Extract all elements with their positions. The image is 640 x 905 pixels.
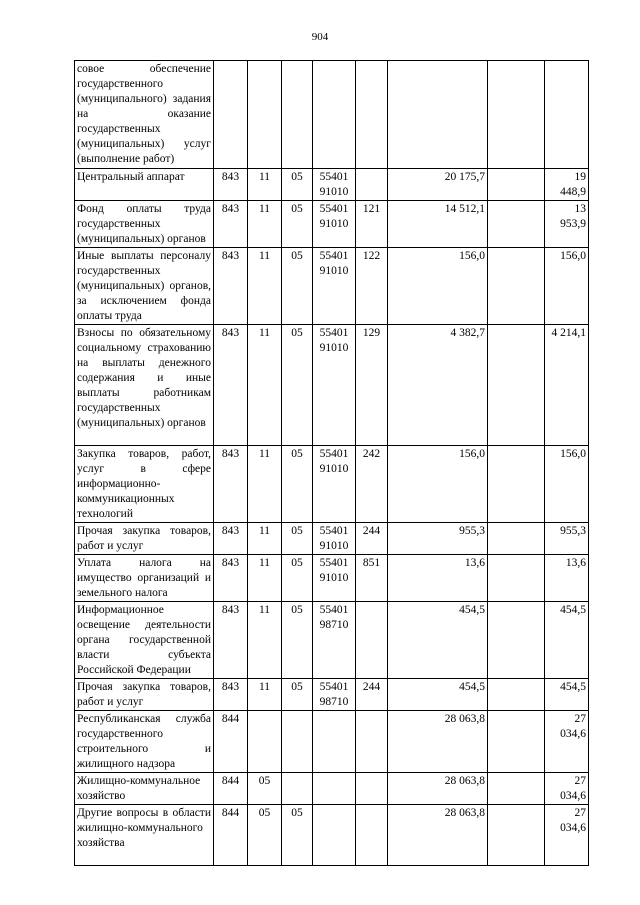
row-blank-cell xyxy=(488,446,545,523)
row-target-code: 55401 98710 xyxy=(313,602,356,679)
row-target-code: 55401 91010 xyxy=(313,325,356,446)
row-name: Прочая закупка товаров, работ и услуг xyxy=(75,523,214,555)
row-blank-cell xyxy=(488,523,545,555)
row-amount-year-1 xyxy=(388,61,488,169)
row-expense-type-code xyxy=(356,61,388,169)
table-row xyxy=(75,773,589,805)
row-expense-type-code: 851 xyxy=(356,555,388,602)
row-blank-cell xyxy=(488,679,545,711)
row-ministry-code: 844 xyxy=(214,805,248,866)
row-amount-year-2: 13 953,9 xyxy=(545,201,589,248)
row-section-code: 05 xyxy=(248,773,282,805)
row-target-code: 55401 91010 xyxy=(313,248,356,325)
row-target-code xyxy=(313,805,356,866)
row-name: Взносы по обязательному социальному страхованию на выплаты денежного содержания и иные выплаты работникам государственных (муниципальных) органов xyxy=(75,325,214,446)
row-amount-year-2: 27 034,6 xyxy=(545,805,589,866)
row-blank-cell xyxy=(488,805,545,866)
row-ministry-code: 843 xyxy=(214,523,248,555)
row-section-code: 11 xyxy=(248,523,282,555)
row-name: Фонд оплаты труда государственных (муниципальных) органов xyxy=(75,201,214,248)
row-blank-cell xyxy=(488,169,545,201)
row-subsection-code: 05 xyxy=(282,201,313,248)
row-expense-type-code xyxy=(356,711,388,773)
row-ministry-code: 844 xyxy=(214,711,248,773)
table-row xyxy=(75,805,589,866)
row-subsection-code: 05 xyxy=(282,325,313,446)
row-target-code: 55401 91010 xyxy=(313,169,356,201)
table-row xyxy=(75,201,589,248)
row-section-code: 11 xyxy=(248,169,282,201)
table-row xyxy=(75,169,589,201)
table-row xyxy=(75,602,589,679)
row-blank-cell xyxy=(488,61,545,169)
row-amount-year-1: 13,6 xyxy=(388,555,488,602)
row-expense-type-code: 244 xyxy=(356,679,388,711)
table-row xyxy=(75,711,589,773)
row-expense-type-code: 129 xyxy=(356,325,388,446)
row-ministry-code: 844 xyxy=(214,773,248,805)
row-subsection-code: 05 xyxy=(282,446,313,523)
row-section-code: 05 xyxy=(248,805,282,866)
row-blank-cell xyxy=(488,248,545,325)
row-amount-year-1: 28 063,8 xyxy=(388,773,488,805)
row-section-code: 11 xyxy=(248,555,282,602)
row-section-code: 11 xyxy=(248,201,282,248)
row-amount-year-1: 454,5 xyxy=(388,602,488,679)
row-amount-year-2: 156,0 xyxy=(545,446,589,523)
row-name: Закупка товаров, работ, услуг в сфере информационно-коммуникационных технологий xyxy=(75,446,214,523)
row-target-code: 55401 91010 xyxy=(313,201,356,248)
row-amount-year-2: 4 214,1 xyxy=(545,325,589,446)
row-expense-type-code: 244 xyxy=(356,523,388,555)
row-amount-year-2: 27 034,6 xyxy=(545,711,589,773)
row-ministry-code: 843 xyxy=(214,602,248,679)
row-subsection-code: 05 xyxy=(282,679,313,711)
table-row xyxy=(75,523,589,555)
row-blank-cell xyxy=(488,773,545,805)
row-amount-year-1: 20 175,7 xyxy=(388,169,488,201)
row-amount-year-1: 955,3 xyxy=(388,523,488,555)
page-number: 904 xyxy=(311,31,329,43)
row-subsection-code: 05 xyxy=(282,169,313,201)
row-name: Информационное освещение деятельности органа государственной власти субъекта Российской Федерации xyxy=(75,602,214,679)
row-amount-year-1: 454,5 xyxy=(388,679,488,711)
row-expense-type-code: 242 xyxy=(356,446,388,523)
row-section-code: 11 xyxy=(248,446,282,523)
row-target-code xyxy=(313,773,356,805)
row-ministry-code: 843 xyxy=(214,446,248,523)
row-amount-year-1: 4 382,7 xyxy=(388,325,488,446)
row-subsection-code xyxy=(282,711,313,773)
row-name: Иные выплаты персоналу государственных (муниципальных) органов, за исключением фонда оплаты труда xyxy=(75,248,214,325)
row-blank-cell xyxy=(488,201,545,248)
table-row xyxy=(75,61,589,169)
row-amount-year-2 xyxy=(545,61,589,169)
row-subsection-code: 05 xyxy=(282,602,313,679)
row-amount-year-2: 27 034,6 xyxy=(545,773,589,805)
row-subsection-code: 05 xyxy=(282,805,313,866)
row-name: Центральный аппарат xyxy=(75,169,214,201)
table-row xyxy=(75,325,589,446)
row-name: совое обеспечение государственного (муниципального) задания на оказание государственных (муниципальных) услуг (выполнение работ) xyxy=(75,61,214,169)
row-amount-year-2: 156,0 xyxy=(545,248,589,325)
row-subsection-code xyxy=(282,773,313,805)
row-name: Республиканская служба государственного строительного и жилищного надзора xyxy=(75,711,214,773)
row-expense-type-code: 122 xyxy=(356,248,388,325)
row-blank-cell xyxy=(488,555,545,602)
row-ministry-code: 843 xyxy=(214,325,248,446)
row-ministry-code: 843 xyxy=(214,555,248,602)
table-row xyxy=(75,446,589,523)
row-name: Уплата налога на имущество организаций и земельного налога xyxy=(75,555,214,602)
table-row xyxy=(75,248,589,325)
row-target-code: 55401 91010 xyxy=(313,523,356,555)
row-ministry-code xyxy=(214,61,248,169)
row-amount-year-2: 19 448,9 xyxy=(545,169,589,201)
row-section-code: 11 xyxy=(248,679,282,711)
row-target-code: 55401 91010 xyxy=(313,446,356,523)
row-section-code: 11 xyxy=(248,325,282,446)
row-ministry-code: 843 xyxy=(214,201,248,248)
row-amount-year-1: 28 063,8 xyxy=(388,711,488,773)
row-name: Другие вопросы в области жилищно-коммунального хозяйства xyxy=(75,805,214,866)
row-blank-cell xyxy=(488,602,545,679)
row-amount-year-2: 454,5 xyxy=(545,679,589,711)
row-expense-type-code xyxy=(356,805,388,866)
row-amount-year-2: 13,6 xyxy=(545,555,589,602)
row-amount-year-2: 955,3 xyxy=(545,523,589,555)
row-amount-year-1: 28 063,8 xyxy=(388,805,488,866)
budget-table-body xyxy=(75,61,589,866)
row-amount-year-1: 156,0 xyxy=(388,446,488,523)
row-ministry-code: 843 xyxy=(214,169,248,201)
row-ministry-code: 843 xyxy=(214,248,248,325)
row-name: Жилищно-коммунальное хозяйство xyxy=(75,773,214,805)
row-blank-cell xyxy=(488,325,545,446)
row-target-code xyxy=(313,61,356,169)
row-blank-cell xyxy=(488,711,545,773)
row-amount-year-1: 156,0 xyxy=(388,248,488,325)
row-name: Прочая закупка товаров, работ и услуг xyxy=(75,679,214,711)
row-subsection-code xyxy=(282,61,313,169)
row-expense-type-code xyxy=(356,602,388,679)
table-row xyxy=(75,555,589,602)
row-expense-type-code: 121 xyxy=(356,201,388,248)
row-amount-year-1: 14 512,1 xyxy=(388,201,488,248)
row-subsection-code: 05 xyxy=(282,555,313,602)
row-subsection-code: 05 xyxy=(282,248,313,325)
row-target-code: 55401 98710 xyxy=(313,679,356,711)
row-subsection-code: 05 xyxy=(282,523,313,555)
table-row xyxy=(75,679,589,711)
row-target-code xyxy=(313,711,356,773)
row-section-code: 11 xyxy=(248,248,282,325)
budget-table xyxy=(74,60,589,866)
row-section-code: 11 xyxy=(248,602,282,679)
row-amount-year-2: 454,5 xyxy=(545,602,589,679)
row-section-code xyxy=(248,711,282,773)
row-ministry-code: 843 xyxy=(214,679,248,711)
row-target-code: 55401 91010 xyxy=(313,555,356,602)
row-section-code xyxy=(248,61,282,169)
row-expense-type-code xyxy=(356,773,388,805)
row-expense-type-code xyxy=(356,169,388,201)
